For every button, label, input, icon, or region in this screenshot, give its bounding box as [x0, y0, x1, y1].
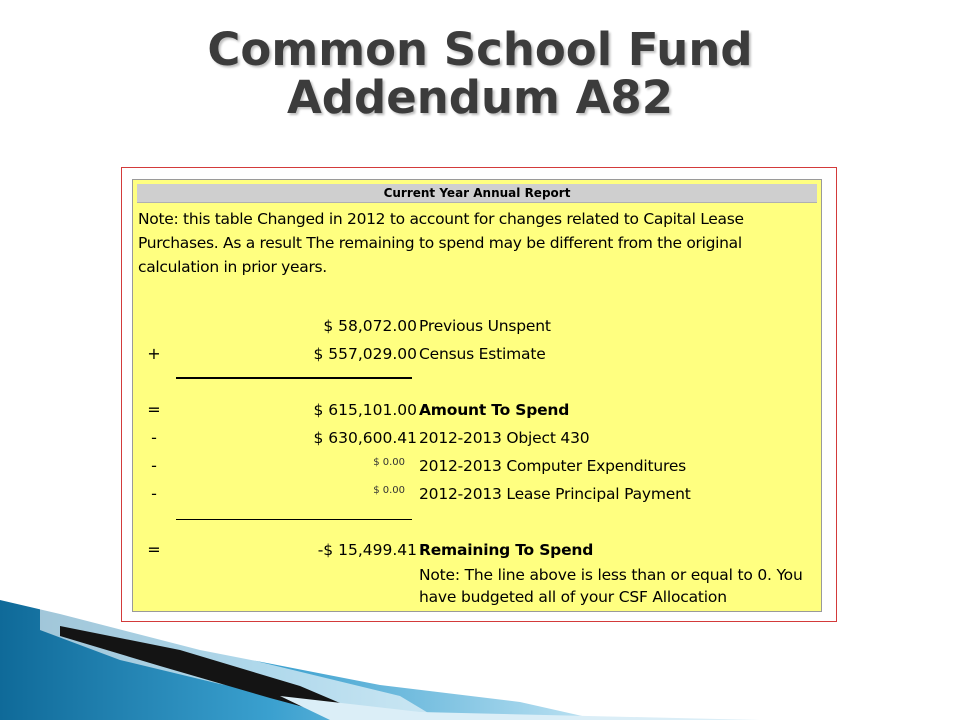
annual-report-table — [132, 179, 822, 612]
row-amount: $ 557,029.00 — [313, 345, 417, 363]
row-lease-principal — [133, 481, 823, 507]
row-operator: = — [147, 540, 161, 559]
row-computer-expenditures — [133, 453, 823, 479]
row-amount: -$ 15,499.41 — [317, 541, 417, 559]
row-operator: - — [151, 428, 157, 447]
row-operator: + — [147, 344, 161, 363]
row-census-estimate — [133, 341, 823, 367]
row-label: 2012-2013 Object 430 — [419, 429, 590, 447]
row-amount-to-spend — [133, 397, 823, 423]
row-previous-unspent — [133, 313, 823, 339]
slide-title-line-1: Common School Fund — [207, 23, 753, 76]
row-object-430 — [133, 425, 823, 451]
screenshot-frame — [121, 167, 837, 622]
row-label: 2012-2013 Lease Principal Payment — [419, 485, 691, 503]
row-label: Previous Unspent — [419, 317, 551, 335]
row-amount: $ 0.00 — [373, 457, 405, 468]
total-rule — [176, 519, 412, 520]
remaining-footnote: Note: The line above is less than or equal to 0. You have budgeted all of your CSF Allocation — [419, 566, 803, 606]
row-label: Remaining To Spend — [419, 541, 594, 559]
row-label: Amount To Spend — [419, 401, 570, 419]
slide-title — [0, 23, 960, 124]
report-header: Current Year Annual Report — [137, 184, 817, 203]
row-amount: $ 630,600.41 — [313, 429, 417, 447]
row-label: Census Estimate — [419, 345, 546, 363]
row-operator: - — [151, 484, 157, 503]
slide-title-line-2: Addendum A82 — [286, 71, 674, 124]
row-label: 2012-2013 Computer Expenditures — [419, 457, 687, 475]
report-note: Note: this table Changed in 2012 to account for changes related to Capital Lease Purchases. As a result The remaining to spend may be different from the original calculation in prior years. — [138, 210, 744, 276]
decorative-swoosh — [0, 600, 960, 720]
row-operator: - — [151, 456, 157, 475]
row-amount: $ 0.00 — [373, 485, 405, 496]
row-remaining-to-spend — [133, 537, 823, 563]
row-operator: = — [147, 400, 161, 419]
row-amount: $ 58,072.00 — [323, 317, 417, 335]
row-amount: $ 615,101.00 — [313, 401, 417, 419]
sum-rule — [176, 377, 412, 379]
